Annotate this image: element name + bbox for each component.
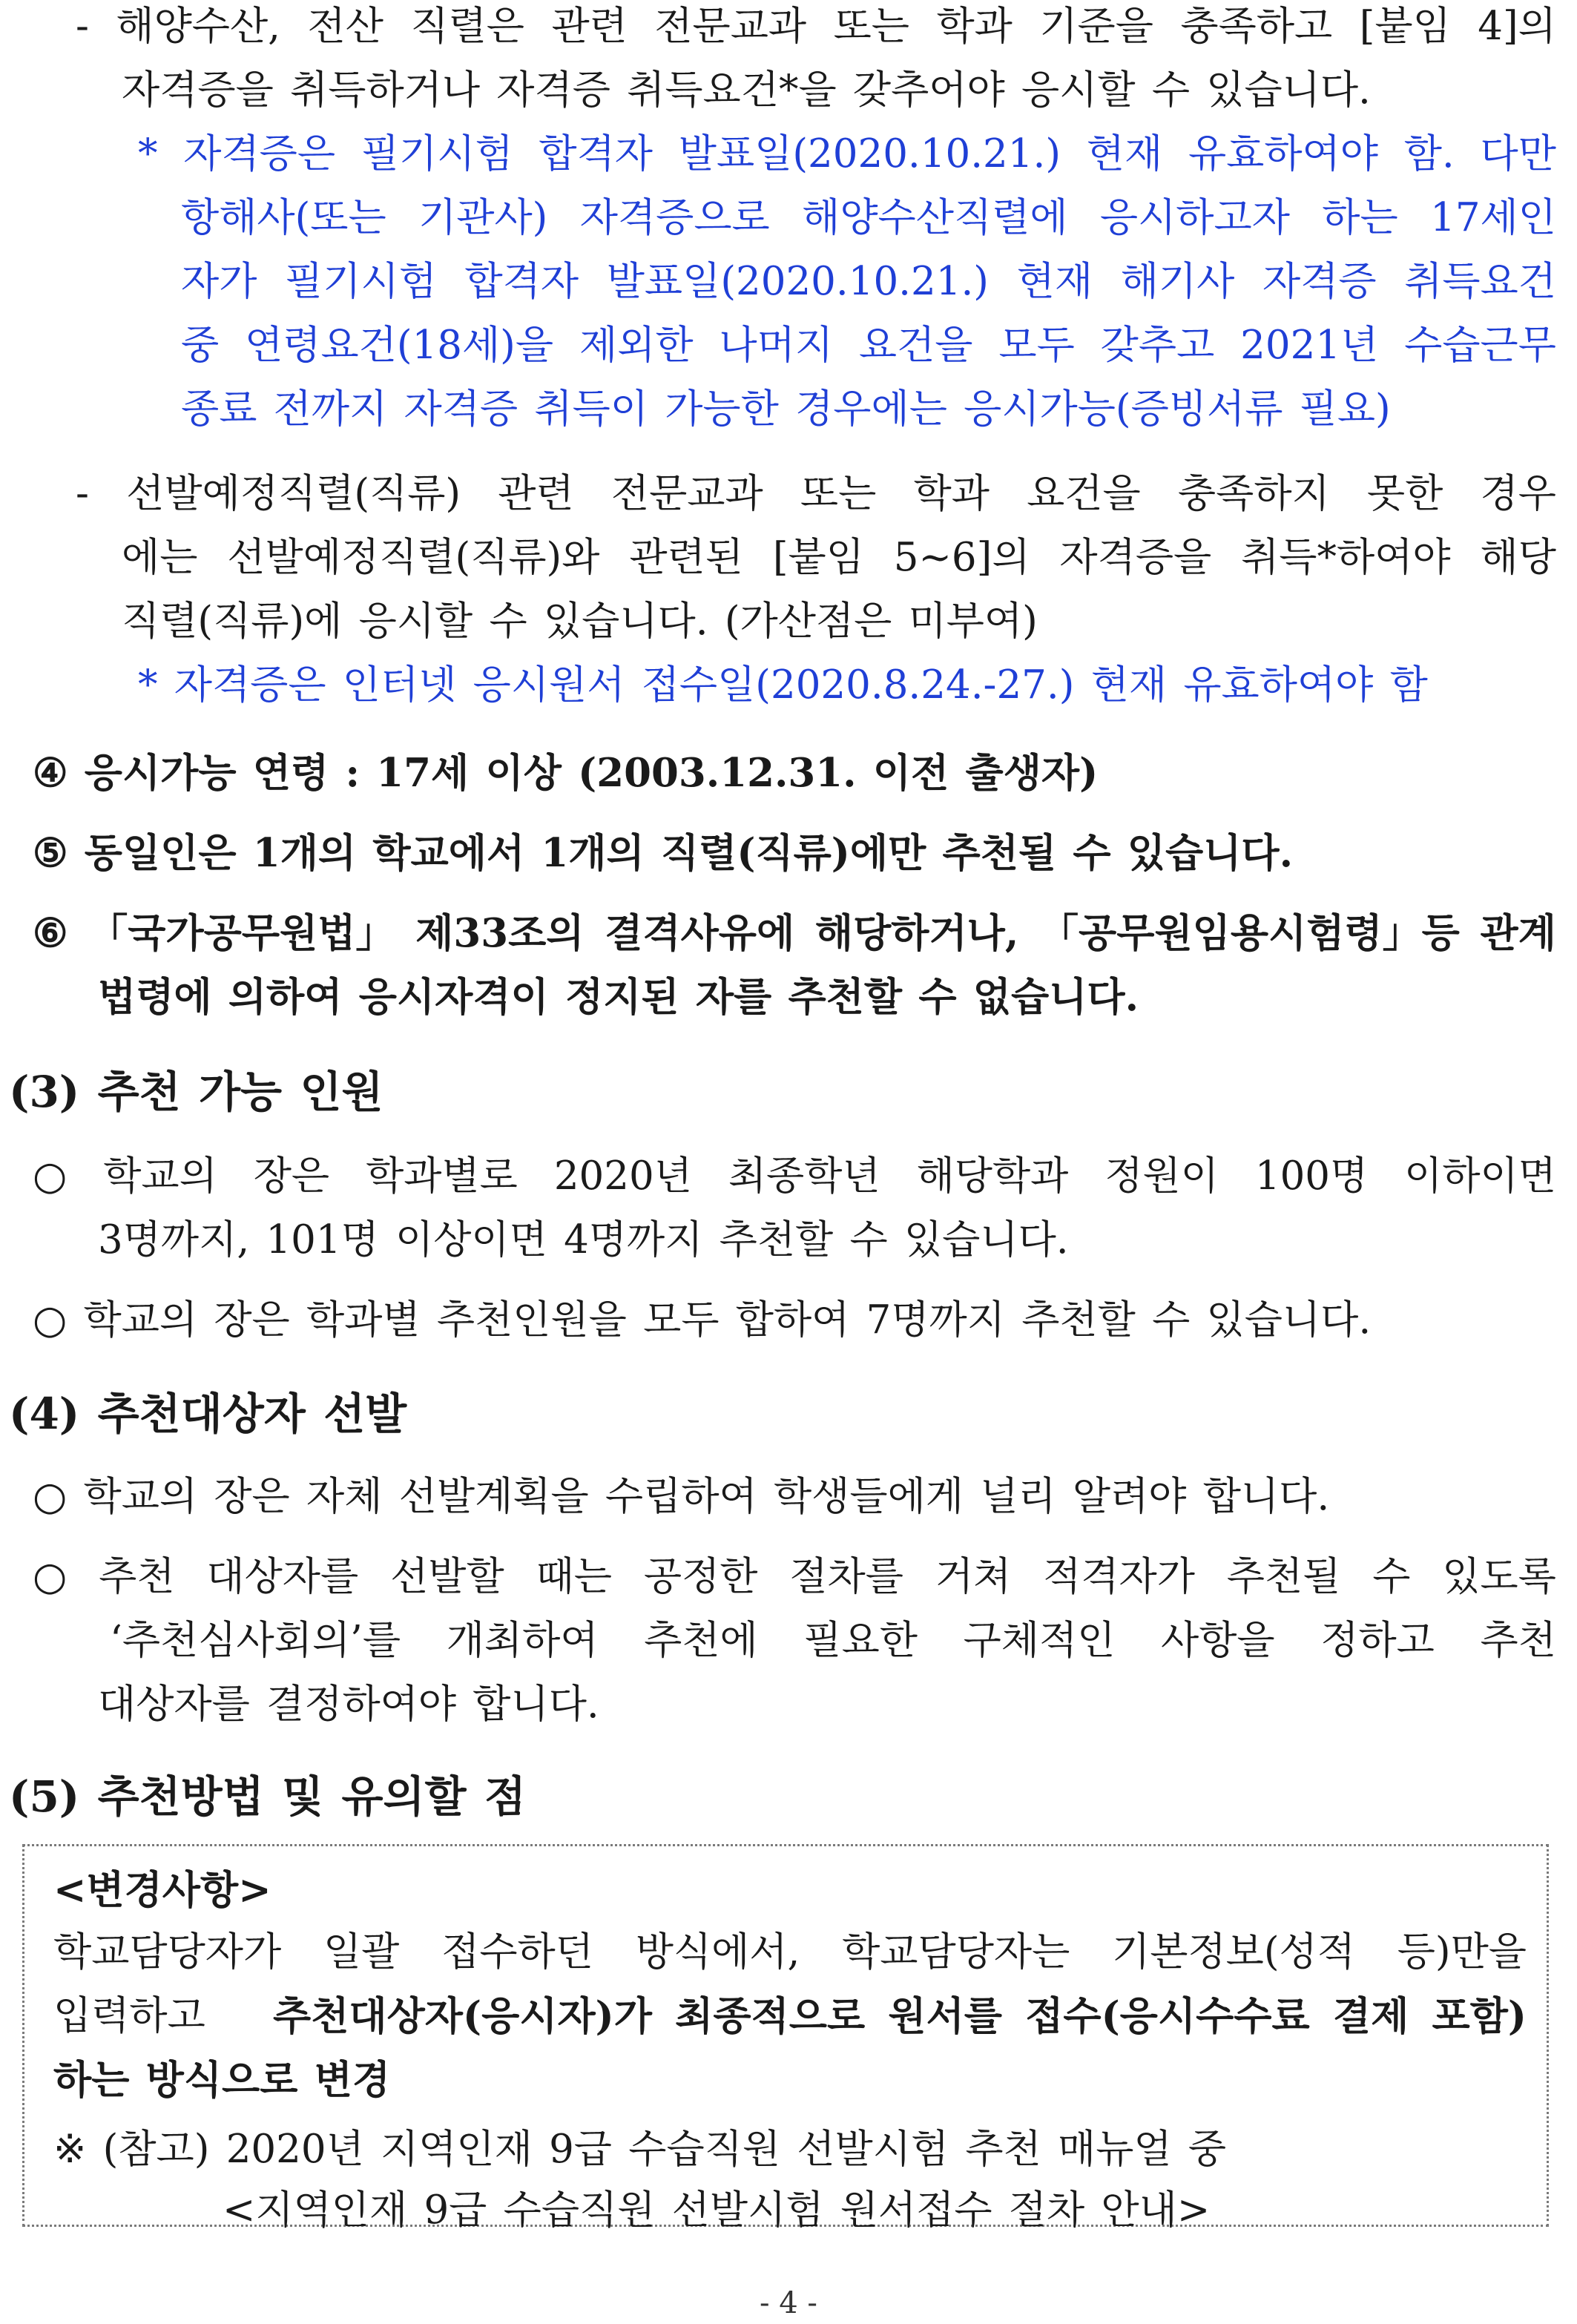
note-line: 항해사(또는 기관사) 자격증으로 해양수산직렬에 응시하고자 하는 17세인 [181,195,1556,240]
box-text-plain: 입력하고 [53,1993,205,2038]
box-text: 하는 방식으로 변경 [53,2057,391,2103]
box-reference: ※ (참고) 2020년 지역인재 9급 수습직원 선발시험 추천 매뉴얼 중 [53,2127,1227,2172]
text-line: - 해양수산, 전산 직렬은 관련 전문교과 또는 학과 기준을 충족하고 [붙임 4]의 [76,4,1556,49]
bullet-line: ○ 추천 대상자를 선발할 때는 공정한 절차를 거쳐 적격자가 추천될 수 있도록 [33,1554,1556,1599]
item-disqualification-cont: 법령에 의하여 응시자격이 정지된 자를 추천할 수 없습니다. [98,974,1139,1020]
section-heading-3: (3) 추천 가능 인원 [9,1067,383,1117]
item-age: ④ 응시가능 연령 : 17세 이상 (2003.12.31. 이전 출생자) [33,750,1099,796]
section-heading-5: (5) 추천방법 및 유의할 점 [9,1771,526,1822]
box-text-bold: 추천대상자(응시자)가 최종적으로 원서를 접수(응시수수료 결제 포함) [273,1993,1527,2039]
note-line: 종료 전까지 자격증 취득이 가능한 경우에는 응시가능(증빙서류 필요) [181,386,1391,432]
page-number: - 4 - [760,2286,817,2320]
text-line: 자격증을 취득하거나 자격증 취득요건*을 갖추어야 응시할 수 있습니다. [122,68,1371,113]
text-line: 직렬(직류)에 응시할 수 있습니다. (가산점은 미부여) [122,599,1038,644]
text-line: 에는 선발예정직렬(직류)와 관련된 [붙임 5~6]의 자격증을 취득*하여야 해당 [122,535,1556,580]
bullet-line: ○ 학교의 장은 학과별 추천인원을 모두 합하여 7명까지 추천할 수 있습니다. [33,1297,1372,1343]
bullet-line: 대상자를 결정하여야 합니다. [98,1682,599,1727]
text-line: - 선발예정직렬(직류) 관련 전문교과 또는 학과 요건을 충족하지 못한 경우 [76,471,1556,516]
note-line: 자가 필기시험 합격자 발표일(2020.10.21.) 현재 해기사 자격증 취득요건 [181,259,1556,304]
item-disqualification: ⑥ 「국가공무원법」 제33조의 결격사유에 해당하거나, 「공무원임용시험령」등 관계 [33,910,1556,956]
note-line: * 자격증은 인터넷 응시원서 접수일(2020.8.24.-27.) 현재 유효하여야 함 [138,662,1428,708]
section-heading-4: (4) 추천대상자 선발 [9,1389,407,1439]
bullet-line: ‘추천심사회의’를 개최하여 추천에 필요한 구체적인 사항을 정하고 추천 [110,1618,1556,1663]
note-line: * 자격증은 필기시험 합격자 발표일(2020.10.21.) 현재 유효하여야 함. 다만 [138,131,1556,177]
item-one-school: ⑤ 동일인은 1개의 학교에서 1개의 직렬(직류)에만 추천될 수 있습니다. [33,830,1294,876]
box-text: 학교담당자가 일괄 접수하던 방식에서, 학교담당자는 기본정보(성적 등)만을 [53,1929,1527,1975]
bullet-line: ○ 학교의 장은 자체 선발계획을 수립하여 학생들에게 널리 알려야 합니다. [33,1474,1330,1519]
note-line: 중 연령요건(18세)을 제외한 나머지 요건을 모두 갖추고 2021년 수습근무 [181,323,1556,368]
box-title: <변경사항> [53,1867,271,1913]
bullet-line: 3명까지, 101명 이상이면 4명까지 추천할 수 있습니다. [98,1217,1069,1263]
box-reference: <지역인재 9급 수습직원 선발시험 원서접수 절차 안내> [223,2188,1211,2233]
box-text-mixed [53,1992,1527,2040]
bullet-line: ○ 학교의 장은 학과별로 2020년 최종학년 해당학과 정원이 100명 이하이면 [33,1153,1556,1199]
